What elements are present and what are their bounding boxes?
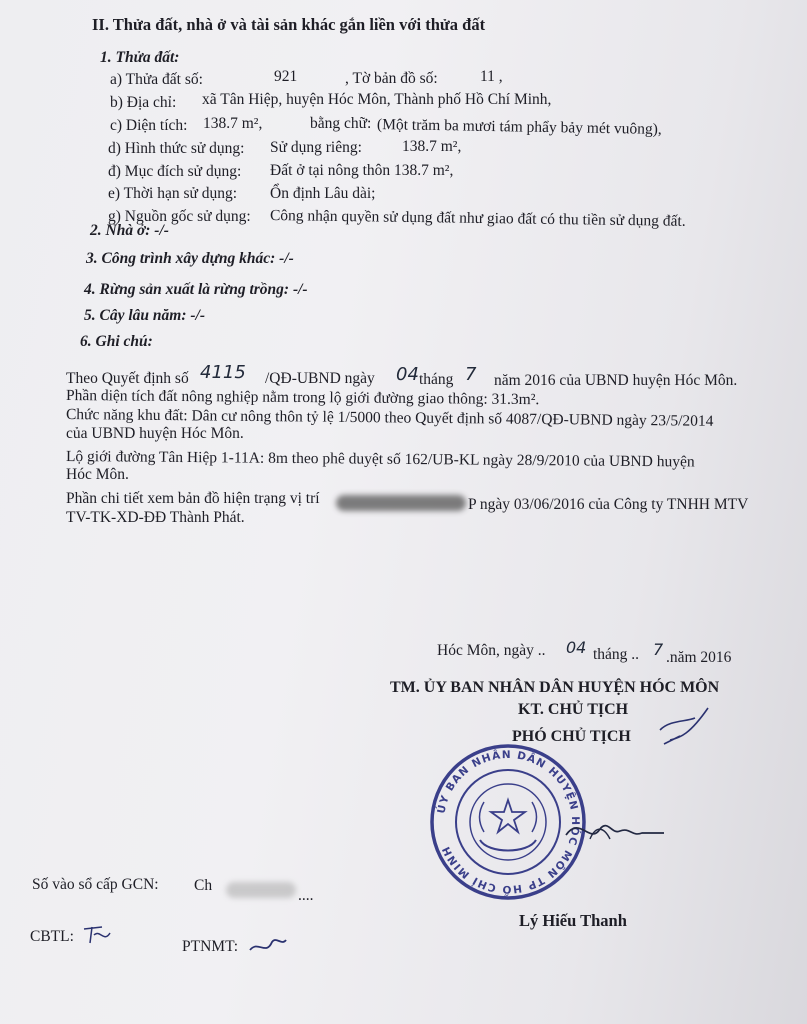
registry-number-label: Số vào sổ cấp GCN: (32, 876, 159, 893)
usage-form-label: d) Hình thức sử dụng: (108, 140, 245, 157)
note-decision-month-label: tháng (419, 371, 454, 388)
registry-number-dots: .... (298, 887, 314, 904)
cbtl-initials (80, 921, 116, 949)
perennial-item: 5. Cây lâu năm: -/- (84, 307, 205, 324)
ptnmt-initials (246, 930, 290, 958)
land-parcel-label: a) Thửa đất số: (110, 71, 203, 88)
land-heading: 1. Thửa đất: (100, 49, 180, 66)
area-words-label: bằng chữ: (310, 115, 372, 132)
forest-item: 4. Rừng sản xuất là rừng trồng: -/- (84, 281, 308, 298)
address-value: xã Tân Hiệp, huyện Hóc Môn, Thành phố Hồ Chí Minh, (202, 91, 552, 108)
usage-form-area: 138.7 m², (402, 138, 462, 155)
signature-scribble (560, 805, 670, 855)
address-label: b) Địa chỉ: (110, 94, 177, 111)
usage-origin-value: Công nhận quyền sử dụng đất như giao đất có thu tiền sử dụng đất. (269, 207, 686, 230)
usage-term-label: e) Thời hạn sử dụng: (108, 185, 238, 202)
note-decision-suffix: năm 2016 của UBND huyện Hóc Môn. (494, 372, 738, 389)
initial-scribble-mark (600, 700, 712, 750)
redacted-map-number (336, 495, 466, 511)
usage-term-value: Ổn định Lâu dài; (270, 185, 376, 202)
note-line-8: TV-TK-XD-ĐĐ Thành Phát. (66, 509, 245, 526)
area-words-value: (Một trăm ba mươi tám phẩy bảy mét vuông), (376, 116, 662, 138)
section-heading: II. Thửa đất, nhà ở và tài sản khác gắn liền với thửa đất (92, 15, 486, 34)
map-sheet-value: 11 , (480, 68, 503, 85)
usage-purpose-label: đ) Mục đích sử dụng: (108, 163, 242, 180)
note-decision-day: 04 (396, 364, 419, 385)
role-vice-chair-on-behalf: KT. CHỦ TỊCH (518, 701, 629, 718)
signing-month: 7 (653, 640, 664, 659)
house-item: 2. Nhà ở: -/- (90, 222, 169, 239)
issuing-authority: TM. ỦY BAN NHÂN DÂN HUYỆN HÓC MÔN (390, 679, 720, 696)
note-line-7-prefix: Phần chi tiết xem bản đồ hiện trạng vị trí (66, 490, 320, 507)
map-sheet-label: , Tờ bản đồ số: (345, 70, 438, 87)
note-decision-number: 4115 (200, 362, 246, 383)
note-line-7-suffix: P ngày 03/06/2016 của Công ty TNHH MTV (468, 496, 749, 513)
signing-date-prefix: Hóc Môn, ngày .. (437, 642, 546, 659)
notes-heading: 6. Ghi chú: (80, 333, 153, 350)
redacted-registry-number (226, 882, 296, 898)
usage-form-value: Sử dụng riêng: (270, 139, 362, 156)
land-parcel-value: 921 (274, 68, 298, 85)
note-decision-prefix: Theo Quyết định số (66, 370, 189, 387)
construction-item: 3. Công trình xây dựng khác: -/- (86, 250, 294, 267)
note-decision-mid: /QĐ-UBND ngày (265, 370, 375, 387)
note-decision-month: 7 (465, 364, 477, 385)
signing-day: 04 (566, 638, 587, 657)
note-line-6: Hóc Môn. (66, 466, 129, 483)
seal-ring-text: ỦY BAN NHÂN DÂN HUYỆN HÓC MÔN TP HỒ CHÍ MINH (435, 748, 582, 896)
signer-name: Lý Hiếu Thanh (519, 911, 627, 930)
note-line-3: Chức năng khu đất: Dân cư nông thôn tỷ lệ 1/5000 theo Quyết định số 4087/QĐ-UBND ngày 23/5/2014 (65, 406, 714, 430)
registry-number-value: Ch (194, 877, 213, 894)
note-line-2: Phần diện tích đất nông nghiệp nằm trong lộ giới đường giao thông: 31.3m². (65, 387, 540, 409)
note-line-4: của UBND huyện Hóc Môn. (66, 425, 244, 442)
area-value: 138.7 m², (203, 115, 263, 132)
note-line-5: Lộ giới đường Tân Hiệp 1-11A: 8m theo phê duyệt số 162/UB-KL ngày 28/9/2010 của UBND huyện (65, 448, 695, 471)
ptnmt-label: PTNMT: (182, 938, 239, 955)
cbtl-label: CBTL: (30, 928, 74, 945)
area-label: c) Diện tích: (110, 117, 188, 134)
signing-year: .năm 2016 (666, 649, 732, 666)
role-vice-chairman: PHÓ CHỦ TỊCH (512, 728, 631, 745)
usage-origin-label: g) Nguồn gốc sử dụng: (108, 208, 251, 225)
signing-month-label: tháng .. (593, 646, 640, 663)
usage-purpose-value: Đất ở tại nông thôn 138.7 m², (270, 162, 454, 179)
